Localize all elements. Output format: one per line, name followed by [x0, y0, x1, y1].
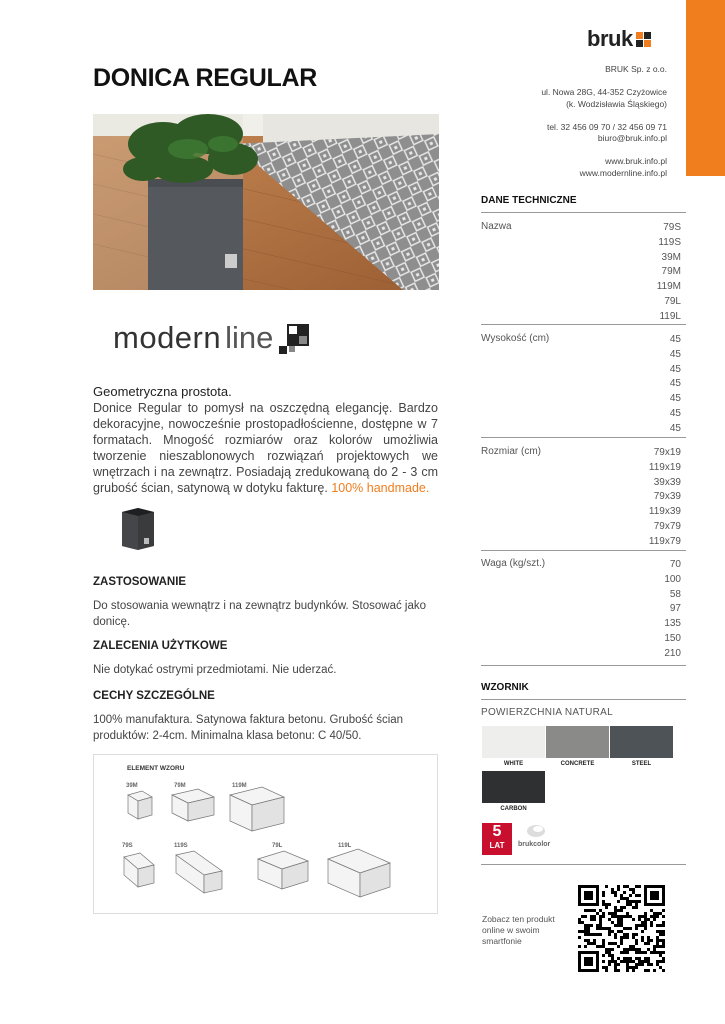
tech-value: 79x19 [653, 447, 681, 458]
divider [481, 665, 686, 666]
section-title-cechy: CECHY SZCZEGÓLNE [93, 690, 215, 702]
diagram-label-79m: 79M [174, 783, 186, 789]
logo-text: bruk [587, 26, 633, 51]
page-title: DONICA REGULAR [93, 64, 318, 92]
section-text-zalecenia: Nie dotykać ostrymi przedmiotami. Nie uderzać. [93, 664, 337, 676]
divider [481, 864, 686, 865]
tech-label-rozmiar: Rozmiar (cm) [481, 446, 541, 457]
swatch-steel [610, 726, 673, 758]
tech-values-nazwa [657, 221, 681, 325]
brukcolor-icon [526, 822, 546, 838]
tech-value: 45 [669, 422, 681, 434]
tech-value: 58 [669, 588, 681, 600]
swatch-carbon [482, 771, 545, 803]
diagram-title: ELEMENT WZORU [127, 765, 185, 772]
tech-value: 119x79 [648, 535, 681, 547]
tech-value: 119x39 [648, 506, 681, 518]
tech-title: DANE TECHNICZNE [481, 195, 577, 206]
modern-line-mark-icon [279, 324, 309, 356]
hero-photo [93, 114, 439, 290]
company-line: www.bruk.info.pl [605, 156, 667, 166]
divider [481, 550, 686, 551]
qr-code[interactable] [578, 885, 665, 972]
diagram-label-119l: 119L [338, 843, 352, 849]
tech-label-wysokosc: Wysokość (cm) [481, 333, 550, 344]
planter-thumbnail [118, 506, 158, 552]
brukcolor-logo [518, 822, 558, 856]
diagram-label-119m: 119M [232, 783, 247, 789]
tech-value: 119L [659, 310, 681, 322]
company-line [541, 110, 667, 122]
tech-value: 79x39 [653, 491, 681, 503]
wzornik-title: WZORNIK [481, 682, 529, 693]
tech-value: 45 [669, 348, 681, 360]
company-line: tel. 32 456 09 70 / 32 456 09 71 [546, 121, 667, 132]
qr-caption: Zobacz ten produkt online w swoim smartfonie [482, 914, 555, 946]
swatch-white [482, 726, 545, 758]
company-line [541, 145, 667, 157]
warranty-label: LAT [489, 841, 505, 850]
bruk-logo [587, 26, 651, 52]
swatch-label-steel: STEEL [631, 761, 652, 767]
tech-value: 210 [664, 647, 681, 659]
company-line: (k. Wodzisławia Śląskiego) [566, 98, 667, 109]
modern-line-word2: line [225, 320, 274, 355]
intro-body: Donice Regular to pomysł na oszczędną elegancję. Bardzo dekoracyjne, nowocześnie prostopadłościenne, dostępne w 7 formatach. Mnogość rozmiarów oraz kolorów umożliwia tworzenie nieszablonowych rozwiązań projektowych we wnętrzach i na zewnątrz. Posiadają zredukowaną do 2 - 3 cm grubość ścian, satynową w dotyku fakturę. [93, 401, 438, 495]
tech-value: 39M [661, 251, 681, 263]
swatch-concrete [546, 726, 609, 758]
tech-value: 45 [669, 363, 681, 375]
warranty-years: 5 [492, 823, 502, 840]
company-line: biuro@bruk.info.pl [597, 133, 667, 143]
section-title-zalecenia: ZALECENIA UŻYTKOWE [93, 640, 228, 652]
tech-value: 79M [661, 266, 681, 278]
brukcolor-text: brukcolor [518, 841, 551, 848]
accent-bar [686, 0, 725, 176]
tech-value: 79S [663, 222, 681, 233]
tech-value: 79L [664, 295, 681, 307]
swatch-label-carbon: CARBON [500, 806, 527, 812]
section-title-zastosowanie: ZASTOSOWANIE [93, 576, 187, 588]
tech-value: 135 [664, 618, 681, 630]
tech-value: 79x79 [653, 520, 681, 532]
company-line [541, 76, 667, 88]
tech-label-nazwa: Nazwa [481, 221, 512, 232]
diagram-label-119s: 119S [174, 843, 188, 849]
tech-value: 45 [669, 334, 681, 345]
modern-line-logo [113, 320, 309, 356]
tech-value: 45 [669, 378, 681, 390]
section-text-cechy: 100% manufaktura. Satynowa faktura betonu. Grubość ścian produktów: 2-4cm. Minimalna klasa betonu: C 40/50. [93, 714, 404, 742]
company-line: BRUK Sp. z o.o. [605, 64, 667, 74]
modern-line-word1: modern [113, 320, 222, 355]
diagram-label-79l: 79L [272, 843, 283, 849]
diagram-label-39m: 39M [126, 783, 138, 789]
company-info [541, 64, 667, 179]
swatch-label-white: WHITE [503, 761, 524, 767]
divider [481, 699, 686, 700]
tech-value: 119M [656, 281, 681, 293]
tech-value: 45 [669, 407, 681, 419]
wzornik-subtitle: POWIERZCHNIA NATURAL [481, 707, 613, 718]
tech-values-rozmiar [649, 446, 681, 550]
diagram-drawings [94, 755, 437, 913]
divider [481, 437, 686, 438]
tech-value: 150 [664, 632, 681, 644]
tech-value: 45 [669, 393, 681, 405]
divider [481, 324, 686, 325]
section-text-zastosowanie: Do stosowania wewnątrz i na zewnątrz budynków. Stosować jako donicę. [93, 600, 427, 628]
tech-value: 119S [658, 236, 681, 248]
tech-value: 100 [664, 573, 681, 585]
intro-highlight: 100% handmade. [331, 481, 430, 495]
swatch-label-concrete: CONCRETE [560, 761, 595, 767]
tech-value: 119x19 [648, 461, 681, 473]
company-line: www.modernline.info.pl [579, 167, 667, 178]
element-diagram [93, 754, 438, 914]
diagram-label-79s: 79S [122, 843, 133, 849]
intro-text [93, 400, 438, 496]
divider [481, 212, 686, 213]
tech-value: 70 [669, 559, 681, 570]
warranty-badge [482, 823, 512, 855]
company-line: ul. Nowa 28G, 44-352 Czyżowice [541, 87, 667, 97]
tech-value: 97 [669, 603, 681, 615]
intro-title: Geometryczna prostota. [93, 384, 232, 399]
tech-values-waga [664, 558, 681, 662]
tech-label-waga: Waga (kg/szt.) [481, 558, 546, 569]
tech-values-wysokosc [670, 333, 681, 437]
tech-value: 39x39 [653, 476, 681, 488]
logo-mark-icon [636, 32, 651, 47]
